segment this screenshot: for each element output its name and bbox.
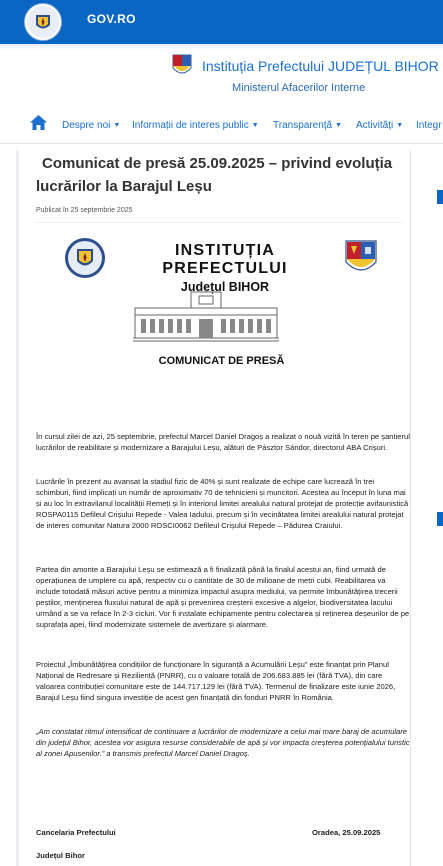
page-title: Comunicat de presă 25.09.2025 – privind evoluția lucrărilor la Barajul Leșu — [36, 155, 393, 195]
chevron-down-icon: ▼ — [251, 122, 259, 129]
main-navigation — [0, 108, 443, 144]
prefecture-building-icon — [133, 288, 279, 342]
sidebar-marker — [437, 190, 443, 204]
bihor-county-crest-icon — [345, 240, 377, 278]
nav-item-despre-noi[interactable] — [62, 120, 120, 131]
nav-item-label: Integr — [416, 120, 442, 131]
content-left-border — [16, 150, 19, 866]
divider — [36, 222, 402, 223]
published-date: Publicat în 25 septembrie 2025 — [36, 207, 133, 214]
home-icon[interactable] — [30, 115, 47, 130]
nav-item-label: Informații de interes public — [132, 120, 249, 131]
signature-left: Cancelaria Prefectului — [36, 828, 116, 837]
article-title-box — [36, 152, 402, 198]
sidebar-marker — [437, 512, 443, 526]
chevron-down-icon: ▼ — [396, 122, 404, 129]
content-right-border — [410, 150, 411, 866]
article-paragraph: Lucrările în prezent au avansat la stadiul fizic de 40% și sunt realizate de echipe care lucrează în trei schimburi, fiind implicați un număr de aproximativ 70 de tehnicieni și muncitori. Acestea au început în luna mai și au loc în extravilanul localității Remeți și în interiorul limitei arealului natural protejat de protecție avifaunistică ROSPA0115 Defileul Crișului Repede - Valea Iadului, precum și în vecinătatea limitei arealului natural protejat de interes comunitar Natura 2000 ROSCI0062 Defileul Crișului Repede – Pădurea Craiului. — [36, 477, 409, 530]
gov-ro-link[interactable]: GOV.RO — [87, 12, 136, 26]
institution-subtitle: Ministerul Afacerilor Interne — [232, 82, 366, 94]
letterhead-subtitle: Județul BIHOR — [180, 280, 270, 294]
gov-top-bar — [0, 0, 443, 44]
institution-title[interactable]: Instituția Prefectului JUDEȚUL BIHOR — [202, 58, 439, 74]
nav-item-transparenta[interactable] — [273, 120, 342, 131]
nav-item-activitati[interactable] — [356, 120, 403, 131]
nav-item-label: Activități — [356, 120, 394, 131]
romania-coat-of-arms-icon — [64, 237, 106, 279]
nav-item-label: Despre noi — [62, 120, 111, 131]
chevron-down-icon: ▼ — [335, 122, 343, 129]
article-paragraph: Partea din amonte a Barajului Leșu se estimează a fi finalizată până la finalul acestui an, fiind urmată de operațiunea de umplere cu apă, respectiv cu o cantitate de 30 de milioane de metri cubi. Reabilitarea va include totodată măsuri active pentru a minimiza impactul asupra mediului, va permite îmbunătățirea trecerii peștilor, menținerea fluxului natural de apă și prevenirea creșterii excesive a algelor, biodiversitatea lacului urmând a se va reface în 2-3 cicluri. Vor fi instalate echipamente pentru colectarea și reținerea deșeurilor de pe suprafața apei, fiind modernizate sistemele de avertizare și alarmare. — [36, 565, 410, 629]
press-release-heading: COMUNICAT DE PRESĂ — [158, 355, 285, 367]
signature-right: Oradea, 25.09.2025 — [312, 828, 381, 837]
article-paragraph: În cursul zilei de azi, 25 septembrie, prefectul Marcel Daniel Dragoș a realizat o nouă vizită în teren pe șantierul lucrărilor de reabilitare și modernizare a Barajului Leșu, alături de Pásztor Sándor, directorul ABA Crișuri. — [36, 432, 410, 452]
nav-item-label: Transparență — [273, 120, 333, 131]
article-paragraph: Proiectul „Îmbunătățirea condițiilor de funcționare în siguranță a Acumulării Leșu” este finanțat prin Planul Național de Redresare și Reziliență (PNRR), cu o valoare totală de 206.683.885 lei (fără TVA), din care valoarea contribuției comunitare este de 144.717.129 lei (fără TVA). Termenul de finalizare este iunie 2026, Barajul Leșu fiind singura investiție de acest gen finanțată din fonduri PNRR în România. — [36, 660, 396, 702]
chevron-down-icon: ▼ — [113, 122, 121, 129]
institution-crest-icon — [172, 54, 192, 78]
nav-item-informatii[interactable] — [132, 120, 259, 131]
letterhead-title: INSTITUȚIA PREFECTULUI — [162, 242, 288, 277]
romania-coat-of-arms-icon[interactable] — [24, 3, 62, 41]
signature-left-second-line: Județul Bihor — [36, 851, 85, 860]
nav-item-integritate[interactable] — [416, 120, 442, 131]
letterhead — [112, 242, 338, 294]
header-shadow — [0, 44, 443, 50]
article-quote-paragraph: „Am constatat ritmul intensificat de continuare a lucrărilor de modernizare a celui mai mare baraj de acumulare din județul Bihor, acestea vor asigura resurse considerabile de apă și vor impacta creșterea potențialului turistic al zonei Apusenilor.” a transmis prefectul Marcel Daniel Dragoș. — [36, 727, 410, 758]
